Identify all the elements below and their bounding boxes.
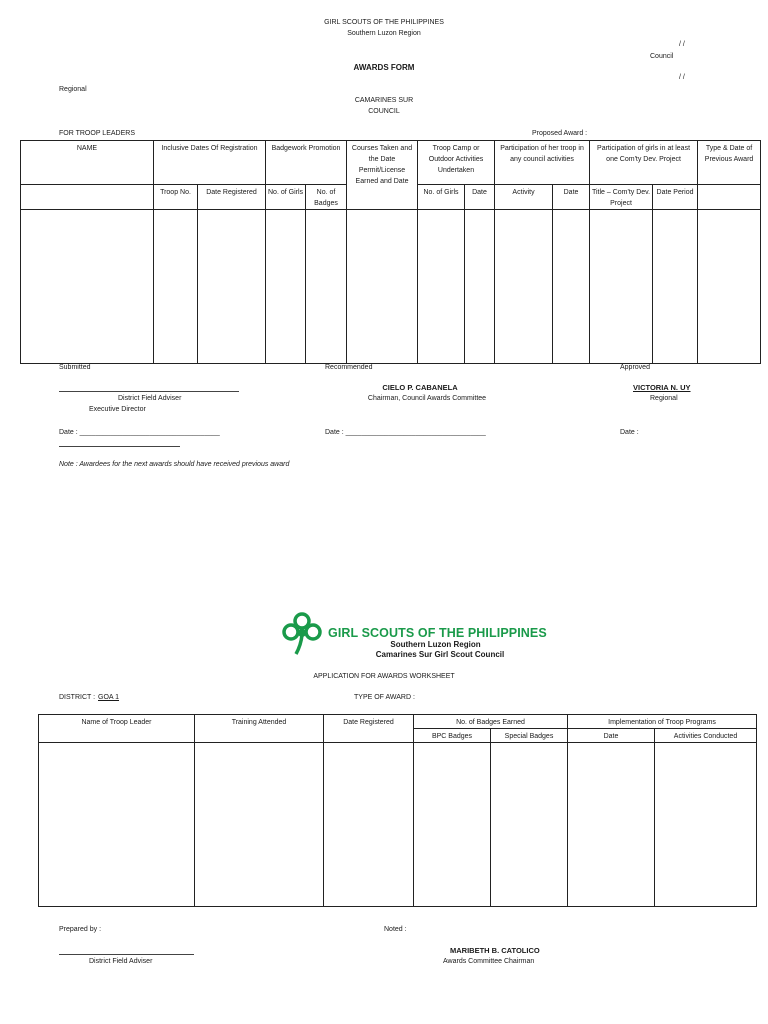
entry-cell[interactable]	[495, 210, 553, 364]
entry-cell[interactable]	[653, 210, 698, 364]
date-line	[59, 446, 180, 447]
chair-title: Awards Committee Chairman	[443, 958, 535, 965]
header-troop-leader: Name of Troop Leader	[39, 715, 195, 743]
signature-line	[59, 391, 239, 392]
header-participation-troop: Participation of her troop in any council activities	[495, 141, 590, 185]
header-badges-earned: No. of Badges Earned	[414, 715, 568, 729]
region-name: Southern Luzon Region	[347, 30, 421, 37]
header-date-registered: Date Registered	[324, 715, 414, 743]
worksheet-title: APPLICATION FOR AWARDS WORKSHEET	[313, 673, 455, 680]
district-field-adviser-label: District Field Adviser	[89, 958, 153, 965]
entry-cell[interactable]	[491, 743, 568, 907]
subheader-special-badges: Special Badges	[491, 729, 568, 743]
entry-cell[interactable]	[266, 210, 306, 364]
subheader-date: Date	[568, 729, 655, 743]
entry-cell[interactable]	[553, 210, 590, 364]
entry-cell[interactable]	[568, 743, 655, 907]
entry-cell[interactable]	[655, 743, 757, 907]
subheader-project-title: Title – Com'ty Dev. Project	[590, 185, 653, 210]
proposed-award-label: Proposed Award :	[532, 130, 588, 137]
council-word: COUNCIL	[368, 108, 400, 115]
subheader-troop-no: Troop No.	[154, 185, 198, 210]
header-courses: Courses Taken and the Date Permit/License Earned and Date	[347, 141, 418, 210]
logo-region: Southern Luzon Region	[390, 640, 481, 649]
subheader-bpc-badges: BPC Badges	[414, 729, 491, 743]
subheader-no-girls-camp: No. of Girls	[418, 185, 465, 210]
header-participation-girls: Participation of girls in at least one Com'ty Dev. Project	[590, 141, 698, 185]
entry-cell[interactable]	[324, 743, 414, 907]
submitted-label: Submitted	[59, 364, 91, 371]
council-name: CAMARINES SUR	[354, 97, 414, 104]
chair-name: MARIBETH B. CATOLICO	[450, 946, 540, 955]
header-troop-camp: Troop Camp or Outdoor Activities Undertaken	[418, 141, 495, 185]
prepared-by-label: Prepared by :	[59, 926, 102, 933]
date-slashes: / /	[679, 74, 685, 81]
subheader-date-registered: Date Registered	[198, 185, 266, 210]
date-field-1[interactable]: Date : ____________________________________	[59, 429, 220, 436]
recommended-label: Recommended	[325, 364, 373, 371]
header-badgework: Badgework Promotion	[266, 141, 347, 185]
regional-label: Regional	[59, 86, 87, 93]
entry-cell[interactable]	[198, 210, 266, 364]
note-text: Note : Awardees for the next awards should have received previous award	[59, 461, 290, 468]
recommender-name: CIELO P. CABANELA	[382, 383, 458, 392]
type-of-award-label: TYPE OF AWARD :	[354, 694, 415, 701]
form-title: AWARDS FORM	[353, 63, 415, 72]
logo-org-name: GIRL SCOUTS OF THE PHILIPPINES	[328, 626, 547, 640]
council-label: Council	[650, 53, 674, 60]
entry-cell[interactable]	[21, 210, 154, 364]
district-field-adviser-label: District Field Adviser	[118, 395, 182, 402]
header-name: NAME	[21, 141, 154, 185]
entry-cell[interactable]	[154, 210, 198, 364]
entry-cell[interactable]	[306, 210, 347, 364]
subheader-no-girls: No. of Girls	[266, 185, 306, 210]
district-label: DISTRICT :	[59, 694, 96, 701]
entry-cell[interactable]	[39, 743, 195, 907]
awards-table	[20, 140, 761, 364]
subheader-date-period: Date Period	[653, 185, 698, 210]
recommender-title: Chairman, Council Awards Committee	[367, 395, 487, 402]
approver-title: Regional	[650, 395, 678, 402]
entry-cell[interactable]	[590, 210, 653, 364]
executive-director-label: Executive Director	[89, 406, 146, 413]
header-inclusive-dates: Inclusive Dates Of Registration	[154, 141, 266, 185]
noted-label: Noted :	[384, 926, 407, 933]
date-slashes: / /	[679, 41, 685, 48]
date-field-3[interactable]: Date :	[620, 429, 639, 436]
entry-cell[interactable]	[195, 743, 324, 907]
header-implementation: Implementation of Troop Programs	[568, 715, 757, 729]
subheader-no-badges: No. of Badges	[306, 185, 347, 210]
entry-cell[interactable]	[418, 210, 465, 364]
entry-cell[interactable]	[698, 210, 761, 364]
approver-name: VICTORIA N. UY	[633, 383, 691, 392]
org-name: GIRL SCOUTS OF THE PHILIPPINES	[324, 19, 444, 26]
logo-council: Camarines Sur Girl Scout Council	[375, 650, 505, 659]
approved-label: Approved	[620, 364, 650, 371]
signature-line	[59, 954, 194, 955]
subheader-activities: Activities Conducted	[655, 729, 757, 743]
entry-cell[interactable]	[414, 743, 491, 907]
header-training: Training Attended	[195, 715, 324, 743]
subheader-blank	[698, 185, 761, 210]
header-previous-award: Type & Date of Previous Award	[698, 141, 761, 185]
entry-cell[interactable]	[465, 210, 495, 364]
entry-cell[interactable]	[347, 210, 418, 364]
for-troop-leaders-label: FOR TROOP LEADERS	[59, 130, 135, 137]
subheader-blank	[21, 185, 154, 210]
subheader-date-camp: Date	[465, 185, 495, 210]
date-field-2[interactable]: Date : ____________________________________	[325, 429, 486, 436]
district-value: GOA 1	[98, 694, 120, 701]
subheader-date-activity: Date	[553, 185, 590, 210]
worksheet-table	[38, 714, 757, 907]
trefoil-logo-icon	[281, 611, 323, 657]
subheader-activity: Activity	[495, 185, 553, 210]
